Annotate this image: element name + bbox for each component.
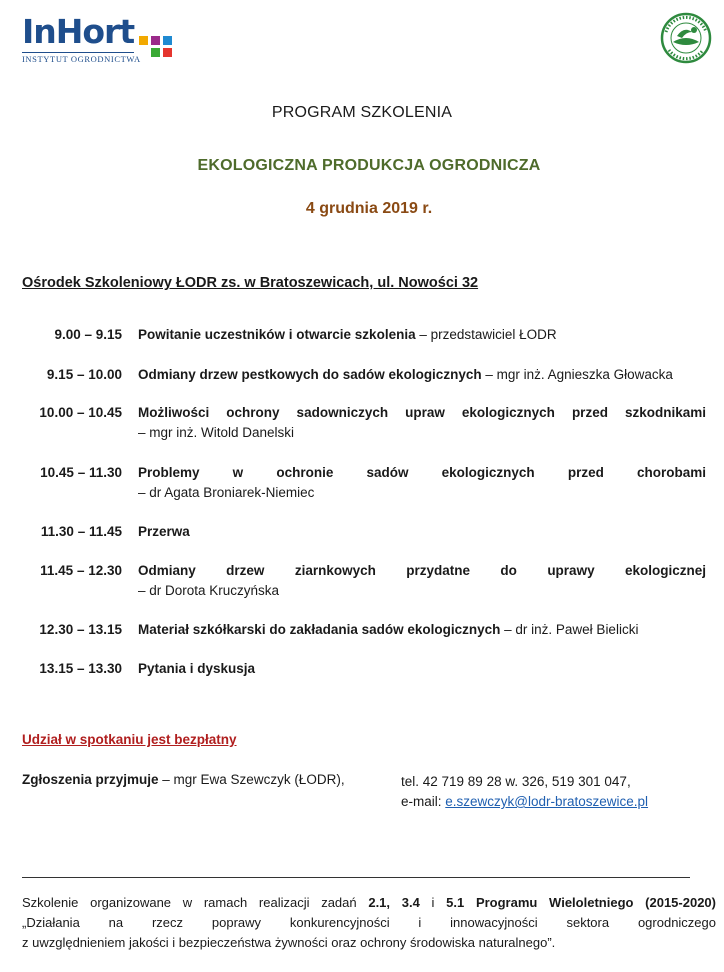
footer-note (22, 893, 716, 953)
schedule-time: 9.00 – 9.15 (54, 327, 122, 342)
schedule-person: – dr inż. Paweł Bielicki (500, 622, 639, 637)
schedule-title: Materiał szkółkarski do zakładania sadów ekologicznych (138, 622, 501, 637)
schedule-title: Możliwości ochrony sadowniczych upraw ekologicznych przed szkodnikami (138, 405, 706, 420)
schedule-time: 13.15 – 13.30 (39, 661, 122, 676)
footer-divider (22, 877, 690, 878)
logo-square-yellow (139, 36, 148, 45)
schedule-person: – dr Dorota Kruczyńska (138, 583, 280, 598)
footer-line-3: z uwzględnieniem jakości i bezpieczeństwa żywności oraz ochrony środowiska naturalnego”. (22, 935, 556, 950)
schedule-title: Powitanie uczestników i otwarcie szkolenia (138, 327, 416, 342)
schedule-description (138, 365, 706, 385)
schedule-description (138, 463, 706, 503)
footer-line-1 (22, 893, 716, 913)
schedule-title: Problemy w ochronie sadów ekologicznych przed chorobami (138, 465, 706, 480)
inhort-logo (22, 12, 164, 64)
logo-square-purple (151, 36, 160, 45)
contact-email-line (401, 792, 648, 812)
schedule-description (138, 403, 706, 443)
schedule-title: Odmiany drzew pestkowych do sadów ekologicznych (138, 367, 482, 382)
schedule-title: Pytania i dyskusja (138, 661, 256, 676)
schedule-description (138, 561, 706, 601)
logo-square-red (163, 48, 172, 57)
contact-phone: tel. 42 719 89 28 w. 326, 519 301 047, (401, 774, 631, 789)
training-subtitle: EKOLOGICZNA PRODUKCJA OGRODNICZA (197, 157, 541, 174)
schedule-person: – dr Agata Broniarek-Niemiec (138, 485, 315, 500)
footer-tasks: 2.1, 3.4 (368, 895, 420, 910)
schedule-time: 9.15 – 10.00 (46, 367, 122, 382)
venue-address: Ośrodek Szkoleniowy ŁODR zs. w Bratoszewicach, ul. Nowości 32 (22, 275, 479, 291)
schedule-description (138, 325, 706, 345)
schedule-person: – przedstawiciel ŁODR (415, 327, 557, 342)
schedule-time: 10.45 – 11.30 (40, 465, 122, 480)
training-date: 4 grudnia 2019 r. (305, 200, 433, 217)
schedule-person: – mgr inż. Agnieszka Głowacka (481, 367, 673, 382)
footer-program: 5.1 Programu Wieloletniego (2015-2020) (446, 895, 716, 910)
schedule-time: 11.45 – 12.30 (40, 563, 122, 578)
free-participation-note: Udział w spotkaniu jest bezpłatny (22, 732, 237, 747)
footer-text: i (419, 895, 447, 910)
schedule-description (138, 620, 706, 640)
schedule-time: 11.30 – 11.45 (40, 524, 122, 539)
schedule-description (138, 522, 706, 542)
schedule-title: Odmiany drzew ziarnkowych przydatne do uprawy ekologicznej (138, 563, 706, 578)
footer-line-2: „Działania na rzecz poprawy konkurencyjności i innowacyjności sektora ogrodniczego (22, 915, 716, 930)
contact-label: Zgłoszenia przyjmuje (22, 772, 159, 787)
schedule-time: 12.30 – 13.15 (39, 622, 122, 637)
contact-details (401, 772, 648, 812)
inhort-logo-subtitle: INSTYTUT OGRODNICTWA (22, 54, 141, 64)
schedule-person: – mgr inż. Witold Danelski (138, 425, 295, 440)
email-label: e-mail: (401, 794, 446, 809)
contact-person (22, 772, 345, 787)
inhort-logo-word: InHort (22, 12, 135, 51)
footer-text: Szkolenie organizowane w ramach realizacji zadań (22, 895, 369, 910)
page-title: PROGRAM SZKOLENIA (271, 104, 453, 121)
contact-name: – mgr Ewa Szewczyk (ŁODR), (158, 772, 345, 787)
schedule-title: Przerwa (138, 524, 190, 539)
logo-square-green (151, 48, 160, 57)
lodr-seal-logo (660, 12, 712, 64)
schedule-description (138, 659, 706, 679)
schedule-time: 10.00 – 10.45 (39, 405, 122, 420)
contact-email-link[interactable]: e.szewczyk@lodr-bratoszewice.pl (445, 794, 649, 809)
logo-square-blue (163, 36, 172, 45)
